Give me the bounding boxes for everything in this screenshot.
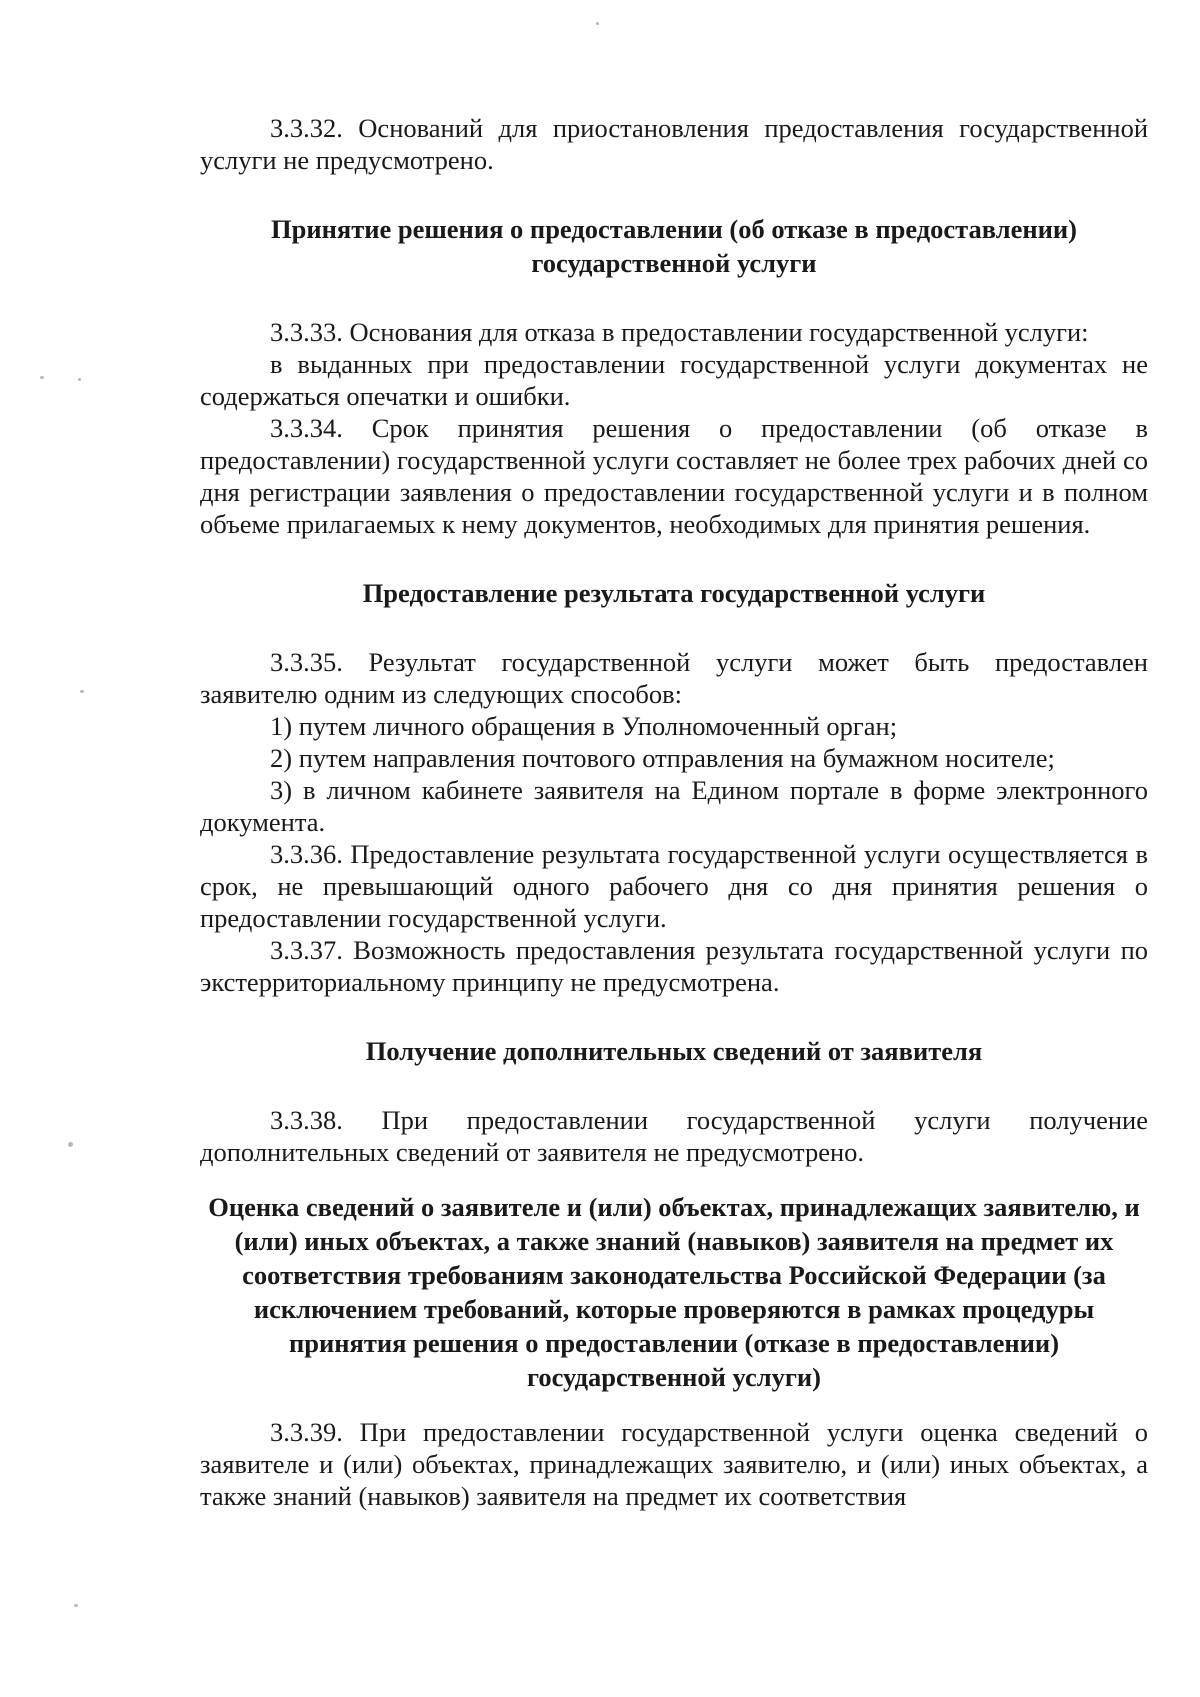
scan-speck bbox=[78, 378, 81, 381]
paragraph-3-3-36: 3.3.36. Предоставление результата государственной услуги осуществляется в срок, не превышающий одного рабочего дня со дня принятия решения о предоставлении государственной услуги. bbox=[200, 839, 1148, 933]
scan-speck bbox=[596, 22, 599, 25]
paragraph-3-3-33-item: в выданных при предоставлении государственной услуги документах не содержаться опечатки и ошибки. bbox=[200, 349, 1148, 411]
paragraph-3-3-35-item-2: 2) путем направления почтового отправления на бумажном носителе; bbox=[270, 743, 1055, 773]
paragraph-3-3-35-item-3: 3) в личном кабинете заявителя на Едином портале в форме электронного документа. bbox=[200, 775, 1148, 837]
paragraph-3-3-38: 3.3.38. При предоставлении государственной услуги получение дополнительных сведений от заявителя не предусмотрено. bbox=[200, 1105, 1148, 1167]
paragraph-3-3-32: 3.3.32. Оснований для приостановления предоставления государственной услуги не предусмотрено. bbox=[200, 113, 1148, 175]
section-heading-result: Предоставление результата государственной услуги bbox=[362, 578, 986, 608]
section-heading-additional-info: Получение дополнительных сведений от заявителя bbox=[365, 1036, 983, 1066]
section-heading-decision: Принятие решения о предоставлении (об отказе в предоставлении) государственной услуги bbox=[271, 214, 1077, 278]
paragraph-3-3-35-item-1: 1) путем личного обращения в Уполномоченный орган; bbox=[270, 711, 898, 741]
scan-speck bbox=[80, 690, 84, 693]
document-body bbox=[200, 112, 1148, 1512]
paragraph-3-3-37: 3.3.37. Возможность предоставления результата государственной услуги по экстерриториальному принципу не предусмотрена. bbox=[200, 935, 1148, 997]
paragraph-3-3-33: 3.3.33. Основания для отказа в предоставлении государственной услуги: bbox=[270, 317, 1089, 347]
scan-speck bbox=[40, 376, 44, 379]
paragraph-3-3-34: 3.3.34. Срок принятия решения о предоставлении (об отказе в предоставлении) государственной услуги составляет не более трех рабочих дней со дня регистрации заявления о предоставлении государственной услуги и в полном объеме прилагаемых к нему документов, необходимых для принятия решения. bbox=[200, 413, 1148, 539]
scan-speck bbox=[74, 1604, 78, 1607]
scan-speck bbox=[68, 1142, 73, 1147]
paragraph-3-3-35: 3.3.35. Результат государственной услуги может быть предоставлен заявителю одним из следующих способов: bbox=[200, 647, 1148, 709]
section-heading-assessment: Оценка сведений о заявителе и (или) объектах, принадлежащих заявителю, и (или) иных объектах, а также знаний (навыков) заявителя на предмет их соответствия требованиям законодательства Российской Федерации (за исключением требований, которые проверяются в рамках процедуры принятия решения о предоставлении (отказе в предоставлении) государственной услуги) bbox=[208, 1192, 1140, 1392]
paragraph-3-3-39: 3.3.39. При предоставлении государственной услуги оценка сведений о заявителе и (или) объектах, принадлежащих заявителю, и (или) иных объектах, а также знаний (навыков) заявителя на предмет их соответствия bbox=[200, 1417, 1148, 1511]
